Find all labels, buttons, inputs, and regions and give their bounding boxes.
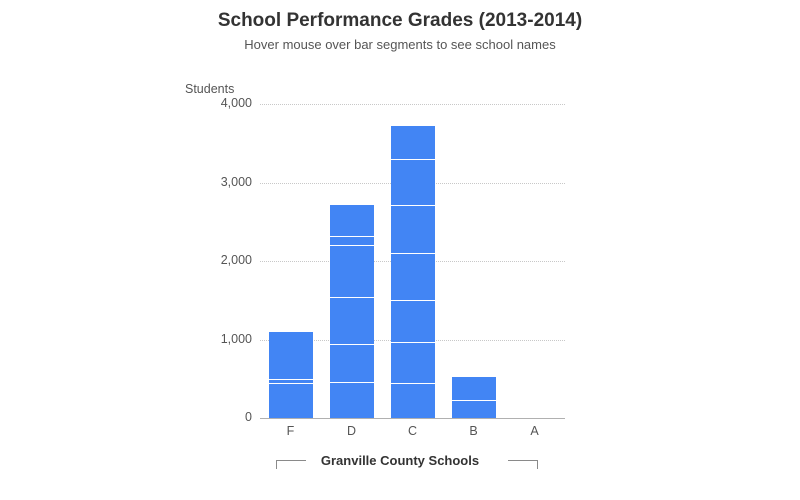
x-axis-tick-label: B (469, 424, 478, 438)
plot-area (260, 104, 565, 418)
y-axis-tick-label: 3,000 (220, 174, 252, 189)
axis-bracket-left (276, 460, 306, 469)
bar-segment[interactable] (269, 380, 313, 385)
gridline (260, 104, 565, 105)
bar-segment[interactable] (391, 126, 435, 160)
bar-segment[interactable] (330, 205, 374, 237)
x-axis-line (260, 418, 565, 419)
y-axis-tick-label: 1,000 (220, 331, 252, 346)
bar-segment[interactable] (391, 254, 435, 301)
bar-segment[interactable] (330, 246, 374, 298)
y-axis-tick-label: 2,000 (220, 253, 252, 267)
x-axis-tick-label: D (346, 424, 357, 438)
bar-segment[interactable] (391, 301, 435, 343)
bar-segment[interactable] (330, 345, 374, 383)
axis-bracket-right (508, 460, 538, 469)
bar-segment[interactable] (330, 298, 374, 345)
chart-title: School Performance Grades (2013-2014) (217, 10, 583, 31)
x-axis-tick-label: C (407, 424, 418, 438)
y-axis-tick-label: 0 (245, 410, 252, 424)
bar-segment[interactable] (269, 332, 313, 379)
x-axis-tick-label: A (530, 424, 539, 438)
bar-segment[interactable] (391, 384, 435, 418)
bar-segment[interactable] (330, 237, 374, 246)
bar-segment[interactable] (452, 401, 496, 418)
bar-segment[interactable] (391, 206, 435, 254)
bar-segment[interactable] (452, 377, 496, 401)
x-axis-title: Granville County Schools (320, 453, 480, 468)
bar-B[interactable] (452, 377, 496, 418)
bar-F[interactable] (269, 332, 313, 418)
bar-C[interactable] (391, 126, 435, 418)
y-axis-title: Students (185, 82, 235, 96)
bar-segment[interactable] (391, 343, 435, 385)
x-axis-tick-label: F (286, 424, 295, 438)
y-axis-tick-label: 4,000 (220, 96, 252, 110)
bar-D[interactable] (330, 205, 374, 418)
bar-segment[interactable] (269, 384, 313, 418)
bar-segment[interactable] (330, 383, 374, 418)
chart-subtitle: Hover mouse over bar segments to see school names (244, 37, 556, 52)
bar-segment[interactable] (391, 160, 435, 206)
